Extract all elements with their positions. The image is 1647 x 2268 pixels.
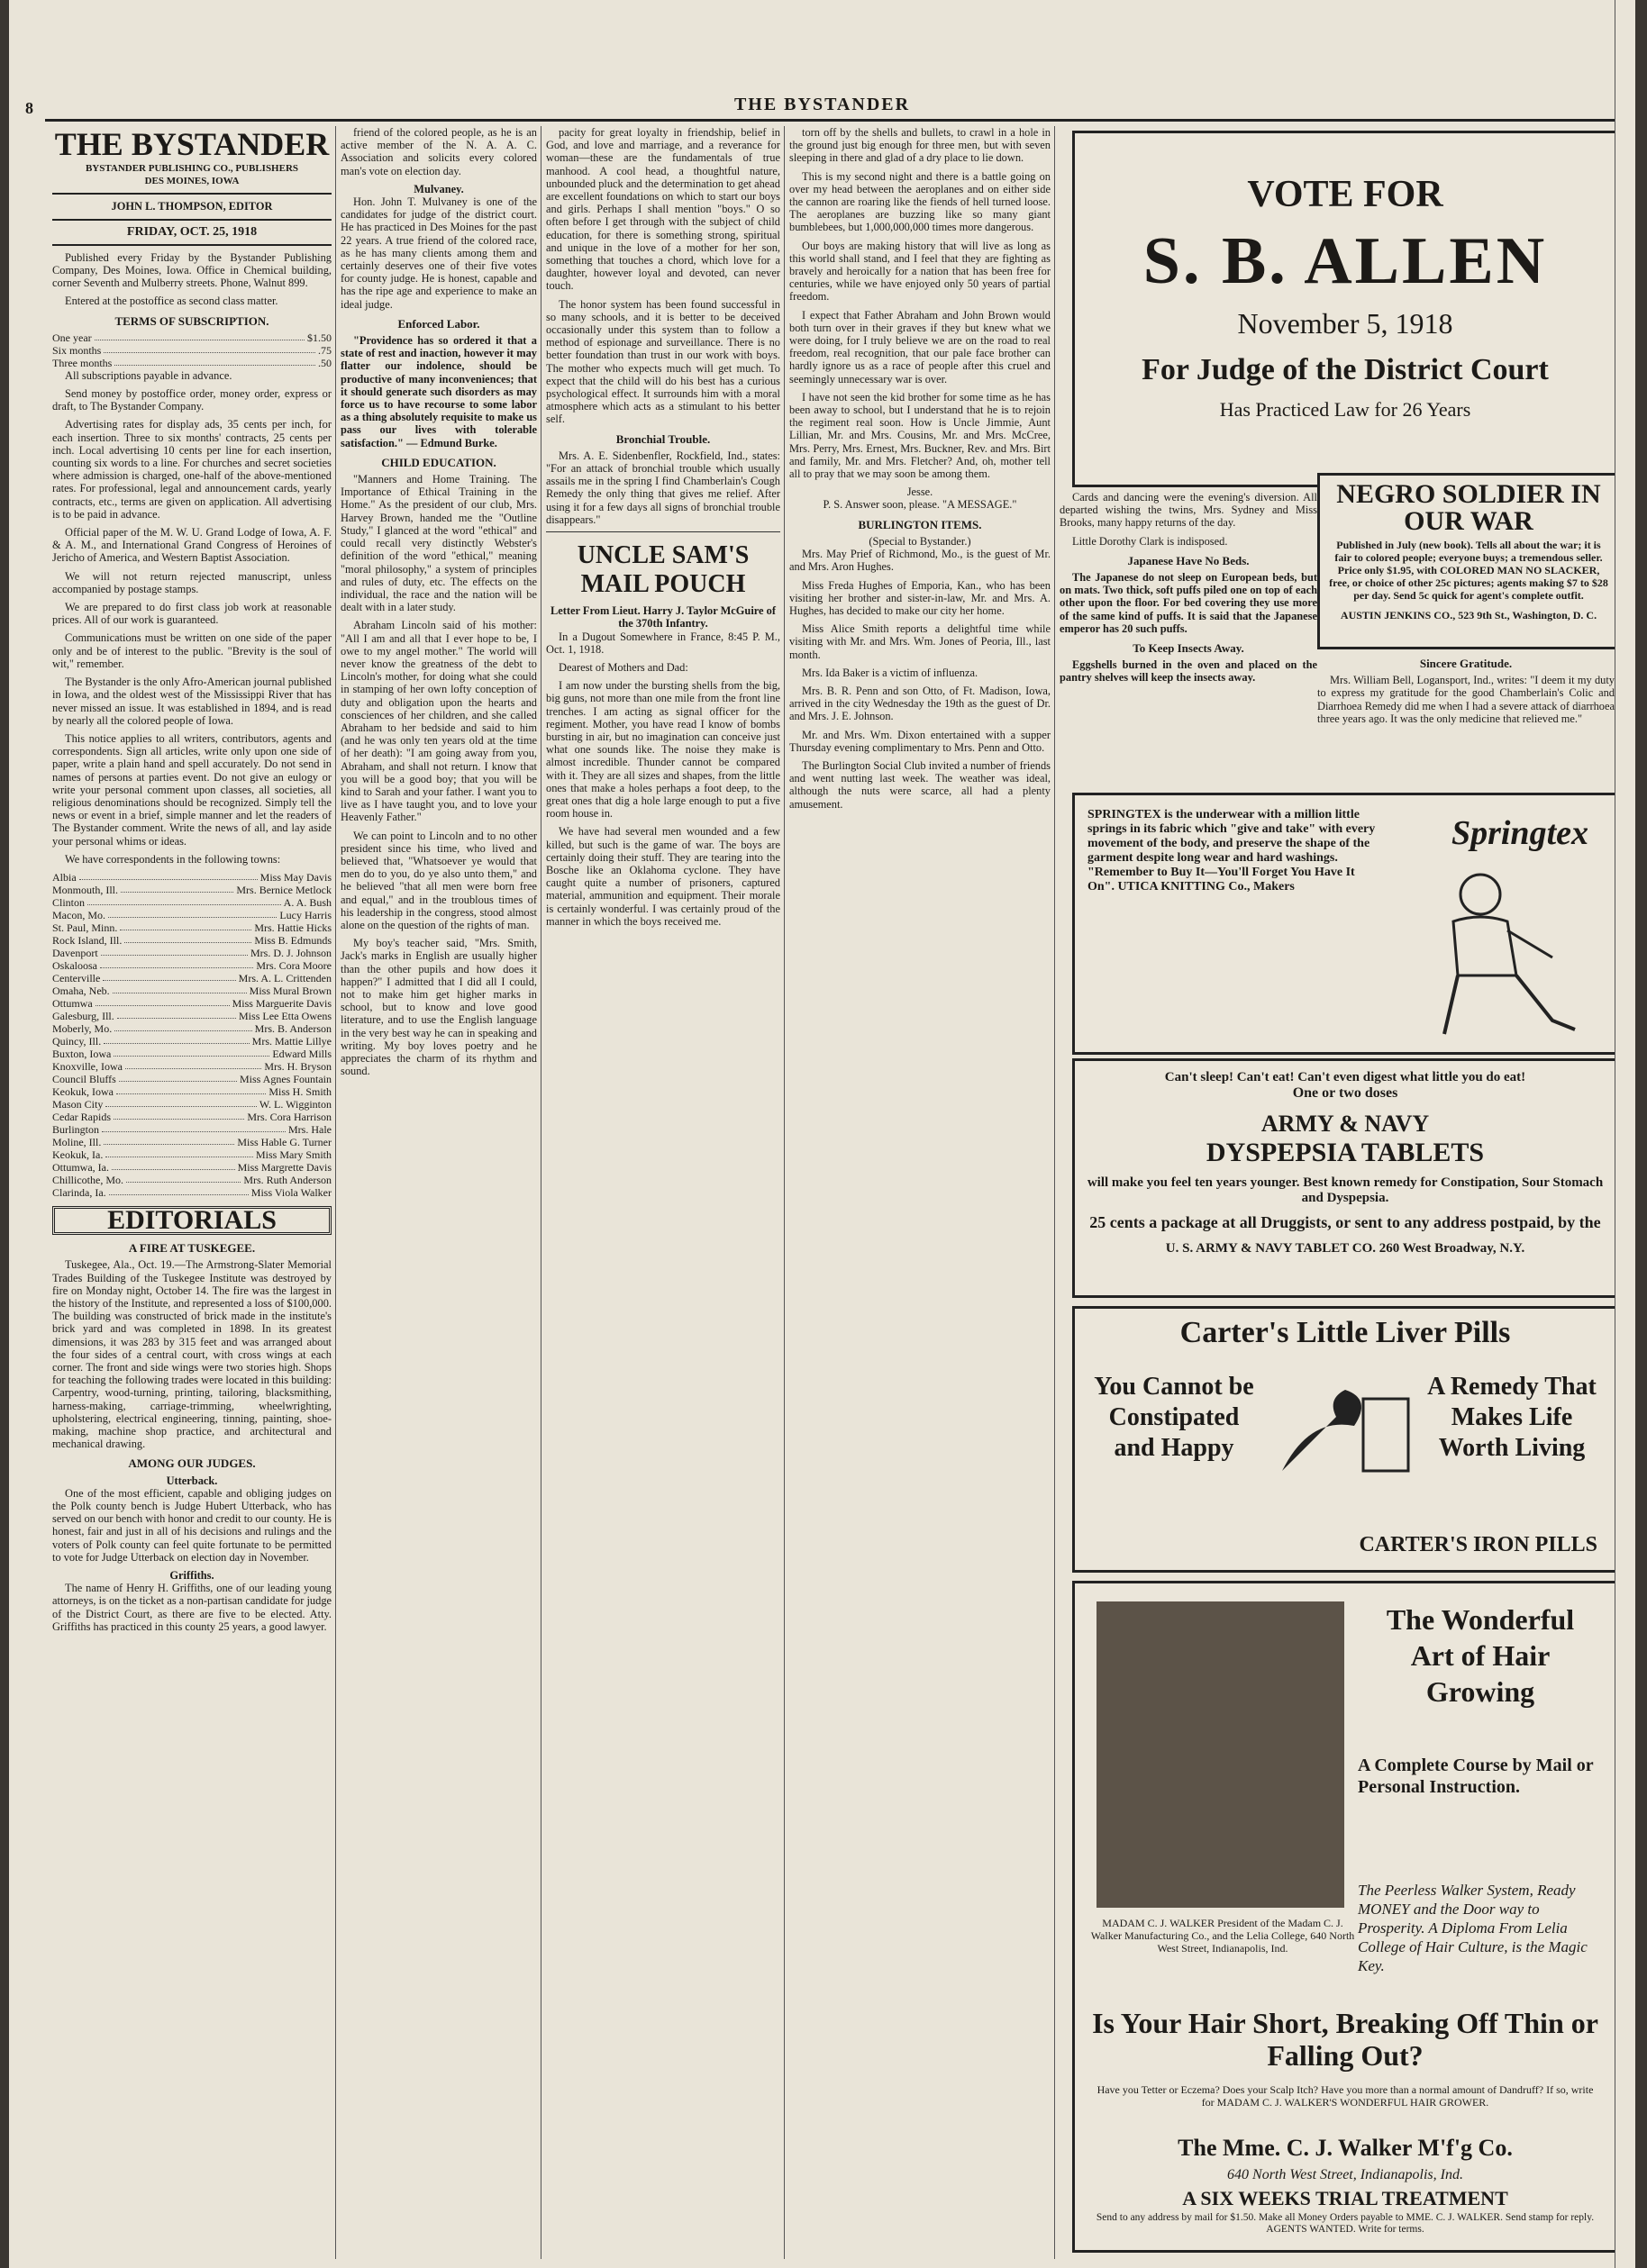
page-number: 8 <box>25 99 33 117</box>
article-text: In a Dugout Somewhere in France, 8:45 P. M., Oct. 1, 1918. <box>546 630 780 656</box>
terms-text: We are prepared to do first class job work at reasonable prices. All of our work is guaranteed. <box>52 601 332 627</box>
article-text: I have not seen the kid brother for some time as he has been away to school, but I understand that he is to rejoin the regiment real soon. How is Uncle Jimmie, Aunt Lillian, Mr. and Mrs. Cousins, Mr. and Mrs. McCree, Mrs. Perry, Mrs. Ernest, Mrs. Buckner, Rev. and Mrs. Birt and family, Mr. and Mrs. Fletcher? And, oh, mother tell all to pray that we may soon be among them. <box>789 390 1051 481</box>
ad-iron-pills: CARTER'S IRON PILLS <box>1359 1533 1597 1556</box>
article-text: Our boys are making history that will live as long as this world shall stand, and I feel that they are fighting as bravely and heroically for a nation that has been free for centuries, while we have enjoyed only 50 years of partial freedom. <box>789 239 1051 304</box>
article-text: Miss Freda Hughes of Emporia, Kan., who has been visiting her brother and sister-in-law, Mr. and Mrs. A. Hughes, has decided to make our city her home. <box>789 578 1051 617</box>
election-date: November 5, 1918 <box>1237 307 1453 340</box>
leader-dots <box>116 1085 266 1094</box>
town: Centerville <box>52 971 101 984</box>
correspondent: Lucy Harris <box>279 908 332 921</box>
correspondent: Edward Mills <box>272 1047 332 1060</box>
article-text: My boy's teacher said, "Mrs. Smith, Jack's marks in English are usually higher than the other pupils and how does it happen?" I admitted that I did all I could, not to make him get higher marks in school, but to know and love good literature, and to use the English language in the very best way he can in speaking and writing. My boy loves poetry and he appreciates the charm of its rhythm and sound. <box>341 937 537 1078</box>
correspondent-row <box>52 984 332 997</box>
town: Mason City <box>52 1097 104 1111</box>
correspondent-row <box>52 997 332 1010</box>
column-masthead <box>52 126 332 2259</box>
correspondent-row <box>52 1174 332 1186</box>
crow-and-box-illustration <box>1273 1363 1417 1498</box>
ad-body: will make you feel ten years younger. Best known remedy for Constipation, Sour Stomach and Dyspepsia. <box>1087 1175 1604 1205</box>
article-text: "Manners and Home Training. The Importance of Ethical Training in the Home." As the president of our club, Mrs. Harvey Brown, handed me the "Outline Study," I glanced at the word "ethical" and could recall very distinctly Webster's definition of the word "ethical," meaning "moral philosophy," a system of principles and rules of duty, etc. The effects on the individual, the race and the nation will be dealt with in a later study. <box>341 473 537 614</box>
town: Keokuk, Ia. <box>52 1148 104 1161</box>
signature: Jesse. <box>906 485 933 499</box>
correspondent: Mrs. Hattie Hicks <box>254 921 332 934</box>
ad-title: ARMY & NAVY <box>1260 1111 1430 1137</box>
correspondent: Mrs. Bernice Metlock <box>236 883 332 896</box>
correspondent: Miss May Davis <box>259 870 332 884</box>
correspondent: Mrs. B. Anderson <box>254 1021 332 1035</box>
town: Quincy, Ill. <box>52 1034 102 1048</box>
terms-text: The Bystander is the only Afro-American journal published in Iowa, and the oldest west of the Mississippi River that has never missed an issue. It was established in 1894, and is read by nearly all the colored people of Iowa. <box>52 676 332 727</box>
article-text: The honor system has been found successful in so many schools, and it is better to be deceived occasionally under this system than to follow a method of espionage and surveillance. There is no better foundation than trust in our work with boys. The mother who expects much will get much. To expect that the child will do his best has a curious psychological effect. It surrounds him with a moral atmosphere which acts as a stimulant to his better self. <box>546 297 780 426</box>
correspondent-row <box>52 921 332 934</box>
article-text: "Providence has so ordered it that a state of rest and inaction, however it may flatter our indolence, should be productive of many inconveniences; that it should generate such disorders as may force us to have recourse to some labor as a thing absolutely requisite to make us pass our lives with tolerable satisfaction." — Edmund Burke. <box>341 334 537 449</box>
terms-row: Six months .75 <box>52 343 332 357</box>
candidate-name: S. B. ALLEN <box>1142 224 1548 298</box>
article-text: Mrs. B. R. Penn and son Otto, of Ft. Madison, Iowa, arrived in the city Wednesday the 19th as the guest of Dr. and Mrs. J. E. Johnson. <box>789 684 1051 723</box>
leader-dots <box>108 909 277 918</box>
running-head: THE BYSTANDER <box>733 95 911 114</box>
correspondents-list <box>52 871 332 1199</box>
article-text: Mrs. May Prief of Richmond, Mo., is the guest of Mr. and Mrs. Aron Hughes. <box>789 548 1051 574</box>
leader-dots <box>104 1035 249 1044</box>
column-rule <box>1054 126 1055 2259</box>
army-navy-advertisement <box>1072 1058 1618 1298</box>
correspondent-row <box>52 1136 332 1148</box>
ad-tail: Send to any address by mail for $1.50. Make all Money Orders payable to MME. C. J. WALKER. Send stamp for reply. AGENTS WANTED. Write for terms. <box>1096 2212 1595 2235</box>
leader-dots <box>114 1111 244 1120</box>
correspondent-row <box>52 1060 332 1073</box>
correspondent: Mrs. Cora Moore <box>256 958 332 972</box>
column-2 <box>341 126 537 2259</box>
ad-company: The Mme. C. J. Walker M'f'g Co. <box>1178 2135 1513 2161</box>
correspondent: W. L. Wigginton <box>259 1097 332 1111</box>
rule <box>52 219 332 221</box>
leader-dots <box>79 871 258 880</box>
correspondent-row <box>52 884 332 896</box>
masthead-publisher: BYSTANDER PUBLISHING CO., PUBLISHERS <box>85 163 299 174</box>
subhead: Griffiths. <box>169 1569 214 1583</box>
terms-row: One year $1.50 <box>52 331 332 344</box>
masthead-title: THE BYSTANDER <box>54 126 330 162</box>
correspondent-row <box>52 959 332 972</box>
article-headline: Sincere Gratitude. <box>1419 657 1513 670</box>
town: Oskaloosa <box>52 958 97 972</box>
leader-dots <box>96 997 230 1006</box>
column-rule <box>784 126 785 2259</box>
ad-system: The Peerless Walker System, Ready MONEY and the Door way to Prosperity. A Diploma From Lelia College of Hair Culture, is the Magic Key. <box>1358 1882 1588 1974</box>
published-notice: Published every Friday by the Bystander Publishing Company, Des Moines, Iowa. Office in Chemical building, corner Seventh and Mulberry streets. Phone, Walnut 899. <box>52 250 332 290</box>
portrait-caption: MADAM C. J. WALKER President of the Madam C. J. Walker Manufacturing Co., and the Lelia College, 640 North West Street, Indianapolis, Ind. <box>1090 1917 1355 1955</box>
article-headline: CHILD EDUCATION. <box>381 455 496 469</box>
column-3 <box>546 126 780 2259</box>
leader-dots <box>126 1174 241 1183</box>
town: Chillicothe, Mo. <box>52 1173 123 1186</box>
article-text: I expect that Father Abraham and John Brown would both turn over in their graves if they but knew what we were doing, for I truly believe we are on the road to real freedom, real recognition, that our pale face brother can hardly ignore us as a race of people after this cruel and seemingly unnecessary war is over. <box>789 308 1051 386</box>
article-text: Abraham Lincoln said of his mother: "All I am and all that I ever hope to be, I owe to my angel mother." The world will never know the greatness of the debt to Lincoln's mother, for doing what she could in stamping of her own lofty conception of duty and obligation upon the hearts and consciences of her children, and she called Abraham to her bedside and said to him (and he was only ten years old at the time of her death): "I am going away from you, Abraham, and shall not return. I know that you will be a good boy; that you will be kind to Sarah and your father. I want you to live as I have taught you, and to love your Heavenly Father." <box>341 619 537 824</box>
article-headline: AMONG OUR JUDGES. <box>128 1456 256 1471</box>
article-text: We have had several men wounded and a few killed, but such is the game of war. The boys are certainly doing their stuff. They are tearing into the Bosche like an Oklahoma cyclone. They have caught quite a number of prisoners, captured material, ammunition and equipment. Their morale is certainly wonderful. I was certainly proud of the manner in which the boys received me. <box>546 825 780 928</box>
article-text: Mrs. William Bell, Logansport, Ind., writes: "I deem it my duty to express my gratitude for the good Chamberlain's Colic and Diarrhoea Remedy did me when I had a severe attack of diarrhoea three years ago. It was the only medicine that relieved me." <box>1317 674 1615 725</box>
correspondent-row <box>52 1161 332 1174</box>
editorials-heading: EDITORIALS <box>52 1206 332 1235</box>
leader-dots <box>104 1136 234 1145</box>
correspondent: Mrs. A. L. Crittenden <box>238 971 332 984</box>
ad-title: Carter's Little Liver Pills <box>1179 1316 1511 1349</box>
terms-text: Advertising rates for display ads, 35 cents per inch, for each insertion. Three to six months' contracts, 25 cents per inch. Local advertising 10 cents per line for each insertion, counting six words to a line. For churches and secret societies where admission is charged, one-half of the above-mentioned rates. For professional, legal and announcement cards, yearly contracts, etc., terms are given on application. All advertising is to be paid in advance. <box>52 418 332 521</box>
article-text: Hon. John T. Mulvaney is one of the candidates for judge of the district court. He has practiced in Des Moines for the past 22 years. A true friend of the colored race, as he has many clients among them and certainly deserves one of their five votes for county judge. He is honest, capable and has the ripe age and experience to make an ideal judge. <box>341 195 537 311</box>
article-headline: BURLINGTON ITEMS. <box>858 517 982 531</box>
article-text: The name of Henry H. Griffiths, one of our leading young attorneys, is on the ticket as a non-partisan candidate for judge of the District Court, as there are five to be elected. Atty. Griffiths has practiced in this county 25 years, a good lawyer. <box>52 1582 332 1633</box>
terms-text: This notice applies to all writers, contributors, agents and correspondents. Sign all articles, write only upon one side of paper, write a plain hand and spell accurately. Do not send in names of persons at parties event. Do not give an eulogy or write your personal comment upon classes, all societies, all religious denominations should be recognized. Simply tell the news or event in a brief, simple manner and let the readers of The Bystander comment. Write the news of all, and lay aside your personal whims or ideas. <box>52 731 332 848</box>
town: Galesburg, Ill. <box>52 1009 114 1022</box>
correspondent-row <box>52 1022 332 1035</box>
article-text: Tuskegee, Ala., Oct. 19.—The Armstrong-Slater Memorial Trades Building of the Tuskegee Institute was destroyed by fire on Monday night, October 14. The fire was the largest in the history of the Institute, and represented a loss of $100,000. The building was constructed of brick made in the institute's brick yard and was completed in 1898. In its greatest dimensions, it was 283 by 315 feet and was arranged about the four sides of a central court, with cross wings at each corner. The front and side wings were two stories high. Shops for teaching the following trades were located in this building: Carpentry, wood-turning, printing, tailoring, blacksmithing, harness-making, carriage-trimming, wheelwrighting, upholstering, electrical engineering, tinning, painting, shoe-making, machine shop practice, and architectural and mechanical drawing. <box>52 1258 332 1451</box>
correspondent: Miss Agnes Fountain <box>239 1072 332 1085</box>
town: Albia <box>52 870 77 884</box>
leader-dots <box>114 1022 251 1031</box>
article-text: The Japanese do not sleep on European beds, but on mats. Two thick, soft puffs piled one on top of each other upon the floor. For bed covering they use more of the same kind of puffs. It is said that the Japanese emperor has 20 such puffs. <box>1060 571 1317 635</box>
masthead-location: DES MOINES, IOWA <box>144 176 240 187</box>
correspondent-row <box>52 1123 332 1136</box>
newspaper-page <box>9 0 1635 2268</box>
correspondent: Mrs. H. Bryson <box>264 1059 332 1073</box>
ad-body: Published in July (new book). Tells all about the war; it is fair to colored people; everyone buys; a tremendous seller. Price only $1.95, with COLORED MAN NO SLACKER, free, or choice of other 25c pictures; agents making $7 to $28 per day. Send 5c quick for agent's complete outfit. <box>1329 539 1608 602</box>
ad-price: 25 cents a package at all Druggists, or sent to any address postpaid, by the <box>1089 1213 1601 1231</box>
town: Clinton <box>52 895 86 909</box>
article-text: friend of the colored people, as he is an active member of the N. A. A. C. Association and solicits every colored man's vote on election day. <box>341 126 537 177</box>
town: Keokuk, Iowa <box>52 1084 114 1098</box>
correspondent-row <box>52 909 332 921</box>
correspondent: Miss Viola Walker <box>250 1185 332 1199</box>
correspondent: Miss Marguerite Davis <box>232 996 332 1010</box>
town: St. Paul, Minn. <box>52 921 118 934</box>
ad-left-text: You Cannot be Constipated and Happy <box>1094 1373 1254 1462</box>
leader-dots <box>119 1073 237 1082</box>
correspondent-row <box>52 972 332 984</box>
correspondent: Miss Mural Brown <box>249 984 332 997</box>
town: Moberly, Mo. <box>52 1021 113 1035</box>
masthead-date: FRIDAY, OCT. 25, 1918 <box>126 224 258 239</box>
article-headline: Enforced Labor. <box>397 316 480 331</box>
rule <box>52 193 332 195</box>
correspondent: Miss B. Edmunds <box>254 933 332 947</box>
town: Rock Island, Ill. <box>52 933 123 947</box>
article-headline: To Keep Insects Away. <box>1133 641 1244 656</box>
correspondent-row <box>52 896 332 909</box>
correspondent: Miss Lee Etta Owens <box>239 1009 332 1022</box>
leader-dots <box>100 959 253 968</box>
ad-address: 640 North West Street, Indianapolis, Ind. <box>1227 2167 1463 2182</box>
article-text: Little Dorothy Clark is indisposed. <box>1072 534 1228 548</box>
town: Clarinda, Ia. <box>52 1185 106 1199</box>
article-text: Cards and dancing were the evening's diversion. All departed wishing the twins, Mrs. Sydney and Miss Brooks, many happy returns of the day. <box>1060 491 1317 530</box>
ad-title: DYSPEPSIA TABLETS <box>1206 1138 1485 1167</box>
head-rule <box>45 119 1617 122</box>
ad-company: U. S. ARMY & NAVY TABLET CO. 260 West Broadway, N.Y. <box>1165 1241 1525 1256</box>
rule <box>546 531 780 532</box>
town: Buxton, Iowa <box>52 1047 112 1060</box>
rule <box>52 244 332 246</box>
leader-dots <box>101 947 248 956</box>
subhead: Mulvaney. <box>414 182 464 195</box>
ad-title: The Wonderful Art of Hair Growing <box>1386 1603 1575 1708</box>
correspondent: Mrs. D. J. Johnson <box>250 946 332 959</box>
ad-dose: One or two doses <box>1292 1085 1398 1101</box>
town: Burlington <box>52 1122 100 1136</box>
ad-tagline: Can't sleep! Can't eat! Can't even digest what little you do eat! <box>1164 1070 1526 1084</box>
portrait-photo <box>1096 1601 1344 1908</box>
terms-text: Send money by postoffice order, money order, express or draft, to The Bystander Company. <box>52 387 332 413</box>
article-text: One of the most efficient, capable and obliging judges on the Polk county bench is Judge Hubert Utterback, who has served on our bench with honor and credit to our county. He is honest, fair and just in all of his decisions and rulings and the voters of Polk county can feel quite fortunate to be permitted to vote for Judge Utterback on election day in November. <box>52 1486 332 1564</box>
town: Ottumwa, Ia. <box>52 1160 109 1174</box>
correspondent: Mrs. Ruth Anderson <box>243 1173 332 1186</box>
correspondent-row <box>52 1186 332 1199</box>
correspondent: Miss Margrette Davis <box>237 1160 332 1174</box>
article-text: We can point to Lincoln and to no other president since his time, who lived and believed that, "Whatsoever ye would that men do to you, do ye also unto them," and he believed "that all men were born free and equal," and in the troublous times of his leadership in the congress, stood almost alone on the question of the rights of man. <box>341 829 537 931</box>
leader-dots <box>102 1123 286 1132</box>
ad-body: Have you Tetter or Eczema? Does your Scalp Itch? Have you more than a normal amount of Dandruff? If so, write for MADAM C. J. WALKER'S WONDERFUL HAIR GROWER. <box>1096 2083 1594 2109</box>
column-rule <box>335 126 336 2259</box>
town: Omaha, Neb. <box>52 984 110 997</box>
terms-row: Three months .50 <box>52 356 332 369</box>
article-text: I am now under the bursting shells from the big, big guns, not more than one mile from the front line trenches. I am acting as signal officer for the regiment. Mother, you have read I know of bombs bursting in air, but no imagination can conceive just what one sounds like. The noise they make is almost incredible. Thunder cannot be compared with it. They are all sizes and shapes, from the little ones that make a holes perhaps a foot deep, to the great ones that dig a hole large enough to put a five room house in. <box>546 679 780 821</box>
vote-advertisement <box>1072 131 1618 487</box>
book-advertisement <box>1317 473 1620 649</box>
man-in-underwear-illustration <box>1417 867 1579 1039</box>
practice-note: Has Practiced Law for 26 Years <box>1219 398 1471 421</box>
carters-advertisement <box>1072 1306 1618 1573</box>
postoffice-notice: Entered at the postoffice as second class matter. <box>65 295 278 308</box>
correspondent-row <box>52 1085 332 1098</box>
ad-title: NEGRO SOLDIER IN OUR WAR <box>1336 479 1601 536</box>
springtex-logo: Springtex <box>1451 814 1588 852</box>
town: Macon, Mo. <box>52 908 105 921</box>
article-text: Dearest of Mothers and Dad: <box>559 660 688 674</box>
leader-dots <box>124 934 251 943</box>
springtex-advertisement <box>1072 793 1618 1055</box>
terms-text: We will not return rejected manuscript, unless accompanied by postage stamps. <box>52 569 332 595</box>
vote-line: VOTE FOR <box>1247 174 1443 215</box>
town: Cedar Rapids <box>52 1110 111 1123</box>
article-headline: UNCLE SAM'S MAIL POUCH <box>577 541 750 599</box>
correspondent-row <box>52 871 332 884</box>
leader-dots <box>109 1186 249 1195</box>
subhead: Letter From Lieut. Harry J. Taylor McGuire of the 370th Infantry. <box>551 604 776 631</box>
article-text: Eggshells burned in the oven and placed on the pantry shelves will keep the insects away. <box>1060 658 1317 685</box>
correspondent-row <box>52 1111 332 1123</box>
town: Monmouth, Ill. <box>52 883 119 896</box>
leader-dots <box>105 1148 253 1157</box>
correspondent-row <box>52 1148 332 1161</box>
walker-advertisement <box>1072 1581 1618 2253</box>
correspondent-row <box>52 1048 332 1060</box>
ad-address: AUSTIN JENKINS CO., 523 9th St., Washington, D. C. <box>1340 609 1597 621</box>
terms-heading: TERMS OF SUBSCRIPTION. <box>114 313 269 328</box>
correspondent-row <box>52 1035 332 1048</box>
masthead-editor: JOHN L. THOMPSON, EDITOR <box>111 200 273 213</box>
correspondent-row <box>52 1098 332 1111</box>
correspondent-row <box>52 947 332 959</box>
ad-question: Is Your Hair Short, Breaking Off Thin or Falling Out? <box>1092 2007 1598 2072</box>
article-text: This is my second night and there is a battle going on over my head between the aeroplanes and on either side the cannon are roaring like the fiends of hell turned loose. The aeroplanes are buzzing like so many giant bumblebees, but 1,000,000,000 times more dangerous. <box>789 169 1051 234</box>
terms-text: All subscriptions payable in advance. <box>65 368 232 382</box>
column-5-text <box>1060 491 1317 690</box>
article-text: Mrs. A. E. Sidenbenfler, Rockfield, Ind., states: "For an attack of bronchial trouble which usually assails me in the spring I find Chamberlain's Cough Remedy the only thing that gives me relief. After using it for a few days all signs of bronchial trouble disappears." <box>546 449 780 526</box>
ad-right-text: A Remedy That Makes Life Worth Living <box>1427 1373 1597 1462</box>
adjacent-page-edge <box>1615 0 1635 2268</box>
postscript: P. S. Answer soon, please. "A MESSAGE." <box>823 498 1017 512</box>
office: For Judge of the District Court <box>1142 353 1549 386</box>
leader-dots <box>117 1010 236 1019</box>
column-4 <box>789 126 1051 2259</box>
correspondent: Miss H. Smith <box>268 1084 332 1098</box>
correspondent: Mrs. Cora Harrison <box>247 1110 332 1123</box>
article-text: Mrs. Ida Baker is a victim of influenza. <box>802 666 978 679</box>
correspondent: Mrs. Hale <box>288 1122 332 1136</box>
leader-dots <box>114 1048 269 1057</box>
correspondents-intro: We have correspondents in the following towns: <box>65 852 281 866</box>
leader-dots <box>105 1098 256 1107</box>
article-headline: Bronchial Trouble. <box>615 431 711 446</box>
article-text: Miss Alice Smith reports a delightful time while visiting with Mr. and Mrs. Wm. Jones of Peoria, Ill., last month. <box>789 622 1051 661</box>
town: Ottumwa <box>52 996 93 1010</box>
ad-course: A Complete Course by Mail or Personal Instruction. <box>1358 1755 1594 1797</box>
town: Knoxville, Iowa <box>52 1059 123 1073</box>
article-headline: A FIRE AT TUSKEGEE. <box>128 1241 256 1256</box>
correspondent-row <box>52 934 332 947</box>
article-text: pacity for great loyalty in friendship, belief in God, and love and marriage, and a reverance for woman—these are the fundamentals of true manhood. A cool head, a thoughtful nature, unbounded pluck and the determination to get ahead are excellent foundations on which to start our boys and girls. Perhaps I shall mention "boys." O so often before I get through with the subject of child education, for there is something strong, spiritual and unique in the love of a mother for her son, something that touches a chord, which love for a daughter, however loyal and devoted, can never touch. <box>546 126 780 293</box>
article-text: The Burlington Social Club invited a number of friends and went nutting last week. The weather was ideal, although the nuts were scarce, all had a plenty amusement. <box>789 758 1051 811</box>
leader-dots <box>120 921 251 930</box>
town: Moline, Ill. <box>52 1135 102 1148</box>
article-text: Mr. and Mrs. Wm. Dixon entertained with a supper Thursday evening complimentary to Mrs. Penn and Otto. <box>789 728 1051 754</box>
correspondent-row <box>52 1010 332 1022</box>
ad-trial: A SIX WEEKS TRIAL TREATMENT <box>1182 2187 1508 2209</box>
leader-dots <box>87 896 281 905</box>
subhead: (Special to Bystander.) <box>869 534 971 548</box>
column-6-text <box>1317 650 1615 730</box>
terms-text: Communications must be written on one side of the paper only and be of interest to the public. "Brevity is the soul of wit," remember. <box>52 631 332 670</box>
town: Davenport <box>52 946 98 959</box>
leader-dots <box>113 984 247 993</box>
leader-dots <box>112 1161 235 1170</box>
correspondent: Miss Hable G. Turner <box>237 1135 332 1148</box>
correspondent: Miss Mary Smith <box>255 1148 332 1161</box>
correspondent: Mrs. Mattie Lillye <box>251 1034 332 1048</box>
ad-body: SPRINGTEX is the underwear with a million little springs in its fabric which "give and take" with every movement of the body, and preserve the shape of the garment despite long wear and hard washings. "Remember to Buy It—You'll Forget You Have It On". UTICA KNITTING Co., Makers <box>1087 808 1376 894</box>
article-headline: Japanese Have No Beds. <box>1127 553 1250 567</box>
leader-dots <box>125 1060 261 1069</box>
leader-dots <box>121 884 233 893</box>
article-text: torn off by the shells and bullets, to crawl in a hole in the ground just big enough for three men, but with seven sleeping in there and glad of a dry place to lie down. <box>789 126 1051 165</box>
terms-text: Official paper of the M. W. U. Grand Lodge of Iowa, A. F. & A. M., and International Grand Congress of Heroines of Jericho of America, and Western Baptist Association. <box>52 526 332 565</box>
correspondent: A. A. Bush <box>283 895 332 909</box>
correspondent-row <box>52 1073 332 1085</box>
leader-dots <box>103 972 235 981</box>
subhead: Utterback. <box>166 1474 218 1487</box>
town: Council Bluffs <box>52 1072 116 1085</box>
